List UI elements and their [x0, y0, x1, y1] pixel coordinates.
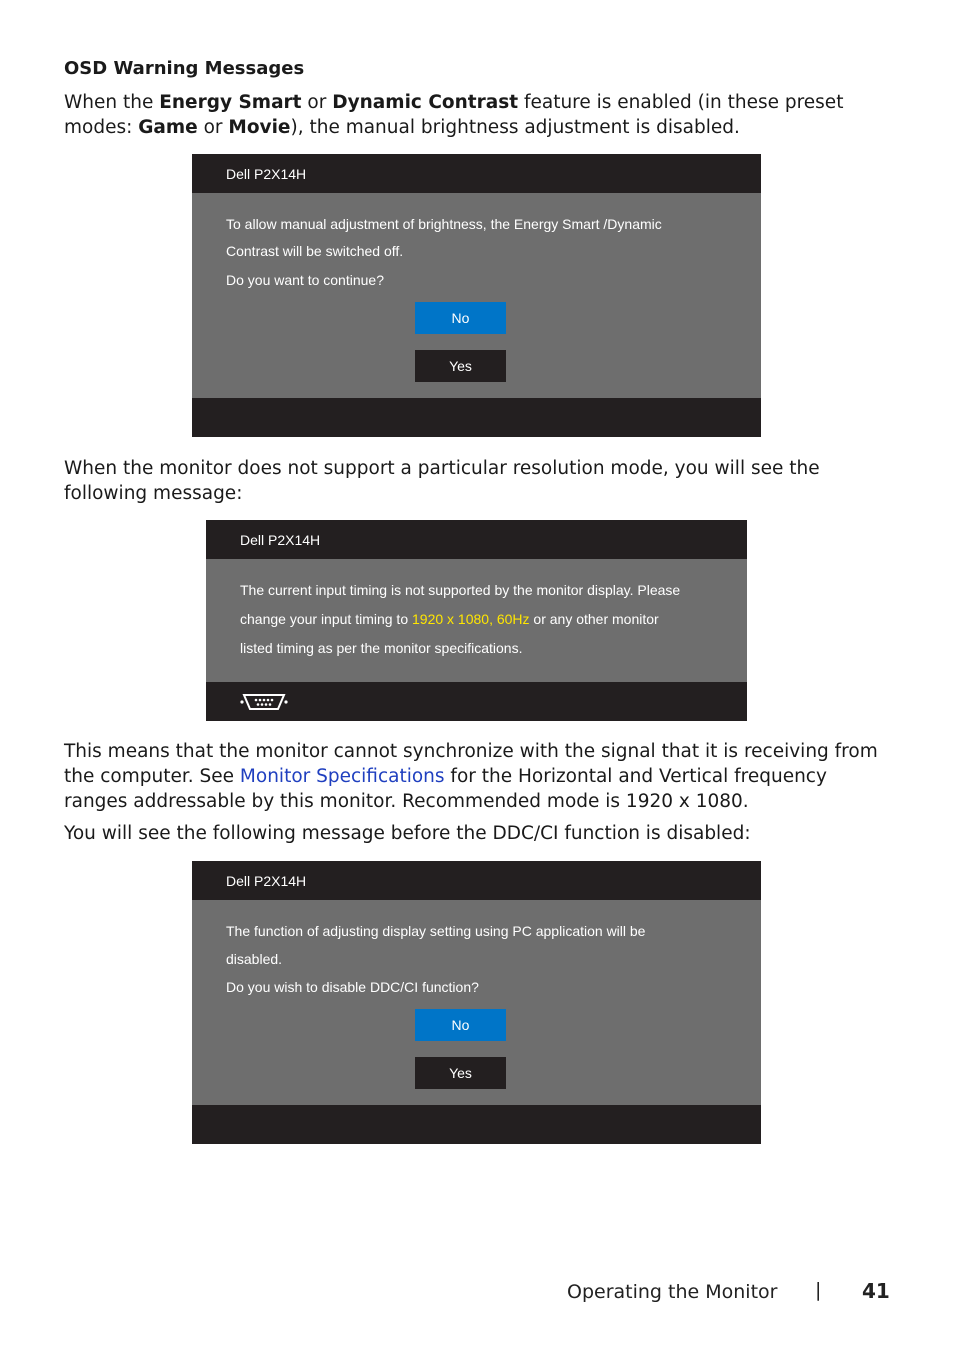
- text: or: [197, 117, 229, 138]
- paragraph-resolution: When the monitor does not support a particular resolution mode, you will see the following message:: [64, 458, 820, 504]
- text: change your input timing to: [240, 611, 412, 627]
- text: feature is enabled (in these preset modes:: [64, 92, 844, 138]
- osd-message-line: To allow manual adjustment of brightness, the Energy Smart /Dynamic: [226, 216, 662, 232]
- monitor-specifications-link[interactable]: Monitor Specifications: [239, 766, 445, 787]
- osd-dialog-ddcci: [192, 861, 761, 1144]
- osd-title-bar: [206, 520, 747, 559]
- osd-message-line: listed timing as per the monitor specifications.: [240, 640, 523, 656]
- paragraph-energy-smart: [64, 90, 894, 140]
- section-heading: OSD Warning Messages: [64, 58, 305, 79]
- osd-message-line: Contrast will be switched off.: [226, 243, 404, 259]
- osd-message-line: [240, 605, 659, 633]
- osd-message-line: The current input timing is not supported by the monitor display. Please: [240, 582, 681, 598]
- bold-term: Energy Smart: [159, 92, 302, 113]
- bold-term: Game: [138, 117, 198, 138]
- osd-question: Do you wish to disable DDC/CI function?: [226, 979, 479, 995]
- text: or any other monitor: [529, 611, 659, 627]
- text: or: [301, 92, 333, 113]
- osd-title-bar: [192, 154, 761, 193]
- osd-title: Dell P2X14H: [240, 532, 321, 548]
- text: When the: [64, 92, 160, 113]
- osd-question: Do you want to continue?: [226, 272, 384, 288]
- paragraph-ddcci: You will see the following message before the DDC/CI function is disabled:: [64, 823, 751, 844]
- osd-message-line: The function of adjusting display setting using PC application will be: [226, 923, 646, 939]
- osd-dialog-brightness: [192, 154, 761, 437]
- yes-button[interactable]: Yes: [415, 350, 506, 382]
- osd-title-bar: [192, 861, 761, 900]
- recommended-timing: 1920 x 1080, 60Hz: [412, 611, 530, 627]
- text: for the Horizontal and Vertical frequency ranges addressable by this monitor. Recommended mode is 1920 x 1080.: [64, 766, 827, 812]
- text: This means that the monitor cannot synchronize with the signal that it is receiving from the computer. See: [64, 741, 878, 787]
- osd-title: Dell P2X14H: [226, 166, 307, 182]
- footer-separator: |: [815, 1279, 822, 1301]
- osd-message-line: disabled.: [226, 951, 283, 967]
- osd-title: Dell P2X14H: [226, 873, 307, 889]
- vga-connector-icon: [240, 692, 288, 717]
- no-button[interactable]: No: [415, 1009, 506, 1041]
- yes-button[interactable]: Yes: [415, 1057, 506, 1089]
- page-number: 41: [862, 1279, 890, 1303]
- osd-bottom-bar: [192, 398, 761, 437]
- bold-term: Dynamic Contrast: [332, 92, 519, 113]
- paragraph-synchronize: [64, 739, 894, 814]
- osd-bottom-bar: [206, 682, 747, 721]
- text: ), the manual brightness adjustment is disabled.: [290, 117, 740, 138]
- osd-bottom-bar: [192, 1105, 761, 1144]
- footer-section-label: Operating the Monitor: [567, 1281, 778, 1303]
- osd-dialog-input-timing: [206, 520, 747, 721]
- no-button[interactable]: No: [415, 302, 506, 334]
- bold-term: Movie: [228, 117, 291, 138]
